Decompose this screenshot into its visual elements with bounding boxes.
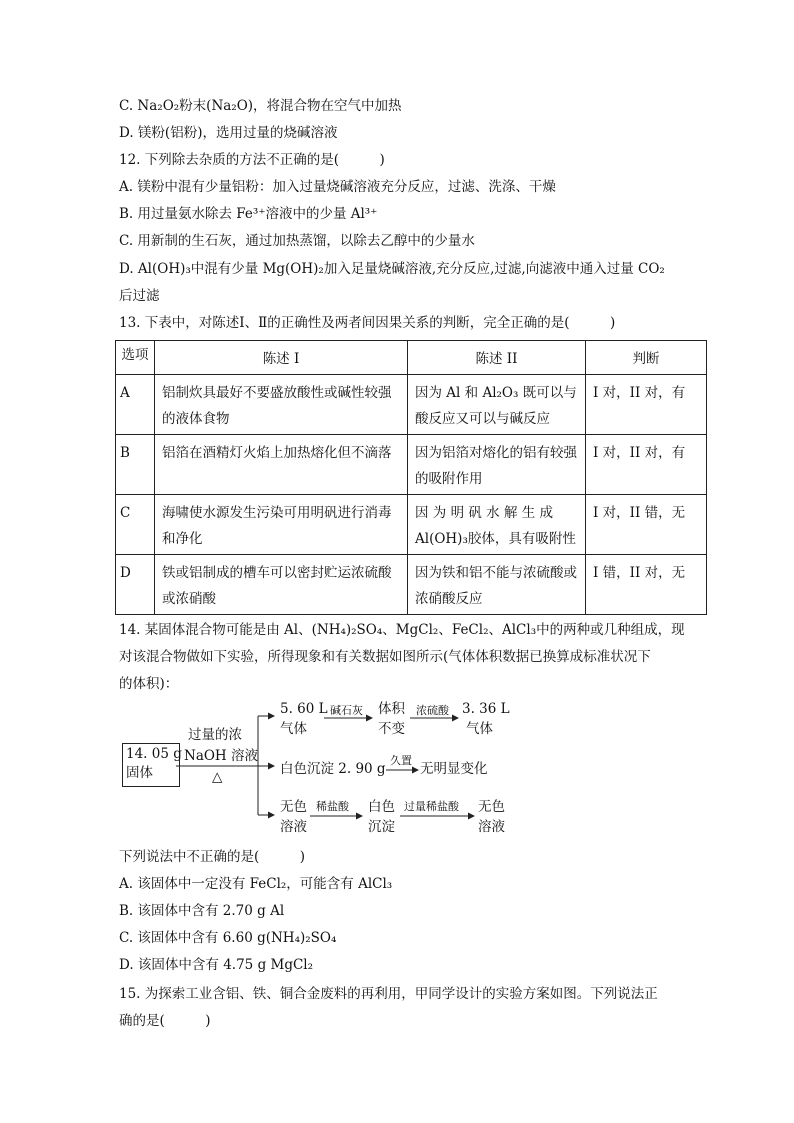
question-13-stem: 13. 下表中，对陈述Ⅰ、Ⅱ的正确性及两者间因果关系的判断，完全正确的是( ) — [119, 315, 616, 331]
question-12-option-c: C. 用新制的生石灰，通过加热蒸馏，以除去乙醇中的少量水 — [119, 233, 475, 249]
table-cell: I 对，II 错，无 — [586, 495, 707, 555]
solution-label-2: 溶液 — [478, 819, 505, 835]
question-15-stem-cont: 确的是( ) — [119, 1013, 211, 1029]
text-line: D. 镁粉(铝粉)，选用过量的烧碱溶液 — [119, 125, 338, 141]
table-header: 选项 — [116, 341, 155, 375]
question-14-option-b: B. 该固体中含有 2.70 g Al — [119, 903, 285, 919]
question-14-stem-cont: 的体积)： — [119, 676, 179, 692]
table-cell: 因 为 明 矾 水 解 生 成 Al(OH)₃胶体，具有吸附性 — [408, 495, 586, 555]
start-solid-box — [122, 743, 180, 787]
volume-label: 不变 — [378, 721, 405, 737]
question-14-option-d: D. 该固体中含有 4.75 g MgCl₂ — [119, 957, 314, 973]
question-14-question: 下列说法中不正确的是( ) — [119, 849, 306, 865]
table-cell: I 对，II 对，有 — [586, 435, 707, 495]
question-14-option-a: A. 该固体中一定没有 FeCl₂，可能含有 AlCl₃ — [119, 876, 393, 892]
excess-acid-label: 过量稀盐酸 — [404, 800, 459, 813]
stand-label: 久置 — [390, 754, 412, 767]
question-15-stem: 15. 为探索工业含铝、铁、铜合金废料的再利用，甲同学设计的实验方案如图。下列说法正 — [119, 986, 658, 1002]
solution-label-2: 无色 — [478, 799, 505, 815]
experiment-flow-diagram — [110, 696, 530, 846]
question-14-stem: 14. 某固体混合物可能是由 Al、(NH₄)₂SO₄、MgCl₂、FeCl₂、AlCl₃中的两种或几种组成，现 — [119, 622, 685, 638]
heat-symbol: △ — [212, 769, 223, 785]
solution-label: 无色 — [280, 799, 307, 815]
table-cell: 因为铝箔对熔化的铝有较强的吸附作用 — [408, 435, 586, 495]
question-12-stem: 12. 下列除去杂质的方法不正确的是( ) — [119, 152, 385, 168]
question-14-stem-cont: 对该混合物做如下实验，所得现象和有关数据如图所示(气体体积数据已换算成标准状况下 — [119, 649, 651, 665]
dilute-acid-label: 稀盐酸 — [316, 800, 349, 813]
no-change-label: 无明显变化 — [420, 761, 488, 777]
reagent-label: 过量的浓 — [188, 727, 242, 743]
table-cell: I 对，II 对，有 — [586, 375, 707, 435]
table-cell: 铝制炊具最好不要盛放酸性或碱性较强的液体食物 — [155, 375, 408, 435]
table-header-row — [116, 341, 707, 375]
table-row — [116, 435, 707, 495]
question-14-option-c: C. 该固体中含有 6.60 g(NH₄)₂SO₄ — [119, 930, 337, 946]
text-line: C. Na₂O₂粉末(Na₂O)，将混合物在空气中加热 — [119, 98, 402, 114]
table-cell: C — [116, 495, 155, 555]
table-cell: D — [116, 555, 155, 615]
soda-lime-label: 碱石灰 — [330, 704, 363, 717]
table-cell: 因为 Al 和 Al₂O₃ 既可以与酸反应又可以与碱反应 — [408, 375, 586, 435]
table-header: 判断 — [586, 341, 707, 375]
white-precipitate-2: 白色 — [368, 799, 395, 815]
table-row — [116, 495, 707, 555]
volume-label: 体积 — [378, 701, 405, 717]
table-cell: I 错，II 对，无 — [586, 555, 707, 615]
question-12-option-d: D. Al(OH)₃中混有少量 Mg(OH)₂加入足量烧碱溶液,充分反应,过滤,向滤液中通入过量 CO₂ — [119, 261, 665, 277]
question-12-option-b: B. 用过量氨水除去 Fe³⁺溶液中的少量 Al³⁺ — [119, 206, 378, 222]
table-cell: B — [116, 435, 155, 495]
white-precipitate: 白色沉淀 2. 90 g — [280, 761, 386, 777]
gas-label-2: 气体 — [466, 721, 493, 737]
table-row — [116, 555, 707, 615]
table-header: 陈述 I — [155, 341, 408, 375]
table-cell: 海啸使水源发生污染可用明矾进行消毒和净化 — [155, 495, 408, 555]
start-label: 固体 — [126, 765, 153, 781]
table-cell: 铝箔在酒精灯火焰上加热熔化但不滴落 — [155, 435, 408, 495]
reagent-label: NaOH 溶液 — [184, 748, 258, 764]
question-13-table — [115, 340, 707, 615]
table-cell: A — [116, 375, 155, 435]
conc-acid-label: 浓硫酸 — [416, 704, 449, 717]
table-cell: 因为铁和铝不能与浓硫酸或浓硝酸反应 — [408, 555, 586, 615]
question-12-option-d-cont: 后过滤 — [119, 288, 160, 304]
solution-label: 溶液 — [280, 819, 307, 835]
table-row — [116, 375, 707, 435]
gas-label: 气体 — [280, 721, 307, 737]
start-mass: 14. 05 g — [126, 746, 182, 762]
gas-volume-2: 3. 36 L — [462, 701, 510, 717]
gas-volume: 5. 60 L — [280, 701, 328, 717]
table-header: 陈述 II — [408, 341, 586, 375]
white-precipitate-2: 沉淀 — [368, 819, 395, 835]
question-12-option-a: A. 镁粉中混有少量铝粉：加入过量烧碱溶液充分反应，过滤、洗涤、干燥 — [119, 179, 556, 195]
table-cell: 铁或铝制成的槽车可以密封贮运浓硫酸或浓硝酸 — [155, 555, 408, 615]
